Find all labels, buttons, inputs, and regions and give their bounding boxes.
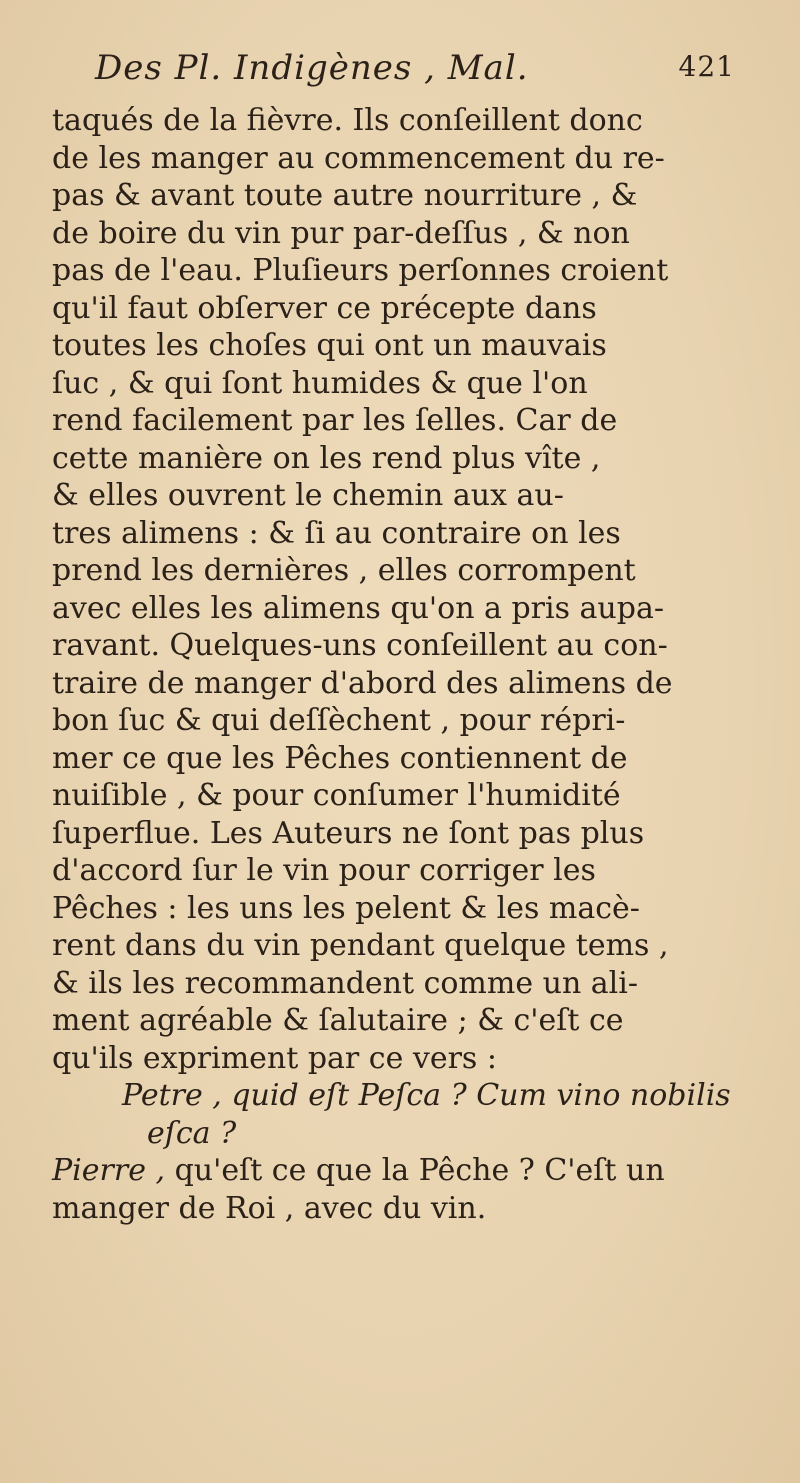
translation-line [52, 1152, 772, 1190]
text-line: Pêches : les uns les pelent & les macè- [52, 890, 640, 926]
translation-line: manger de Roi , avec du vin. [52, 1190, 487, 1226]
latin-verse-line: eſca ? [147, 1115, 237, 1151]
text-line: de boire du vin pur par-deſſus , & non [52, 215, 630, 251]
text-line: pas de l'eau. Pluſieurs perſonnes croient [52, 253, 669, 288]
text-line: toutes les choſes qui ont un mauvais [52, 328, 607, 363]
text-line: taqués de la fièvre. Ils conſeillent donc [52, 103, 643, 138]
running-title: Des Pl. Indigènes , Mal. [95, 48, 529, 88]
latin-verse-line: Petre , quid eſt Peſca ? Cum vino nobilis [122, 1078, 731, 1113]
text-line: & ils les recommandent comme un ali- [52, 965, 639, 1001]
text-line: de les manger au commencement du re- [52, 140, 665, 176]
translation-speaker: Pierre , [52, 1153, 166, 1188]
text-line: ravant. Quelques-uns conſeillent au con- [52, 628, 668, 663]
text-line: qu'ils expriment par ce vers : [52, 1040, 497, 1076]
text-line: avec elles les alimens qu'on a pris aupa- [52, 590, 664, 626]
page-number: 421 [678, 50, 735, 83]
text-line: d'accord ſur le vin pour corriger les [52, 853, 596, 888]
text-line: ſuc , & qui ſont humides & que l'on [52, 365, 588, 401]
text-line: bon ſuc & qui deſſèchent , pour répri- [52, 703, 626, 738]
text-line: ment agréable & ſalutaire ; & c'eſt ce [52, 1003, 624, 1038]
text-line: rent dans du vin pendant quelque tems , [52, 928, 669, 963]
text-line: ſuperflue. Les Auteurs ne ſont pas plus [52, 815, 645, 851]
text-line: rend facilement par les ſelles. Car de [52, 403, 618, 438]
translation-text: qu'eſt ce que la Pêche ? C'eſt un [165, 1153, 665, 1188]
running-header [95, 48, 735, 96]
body-text [52, 102, 772, 1227]
text-line: cette manière on les rend plus vîte , [52, 440, 601, 476]
text-line: traire de manger d'abord des alimens de [52, 665, 673, 701]
text-line: & elles ouvrent le chemin aux au- [52, 478, 564, 513]
text-line: pas & avant toute autre nourriture , & [52, 178, 638, 213]
text-line: mer ce que les Pêches contiennent de [52, 740, 628, 776]
text-line: nuiſible , & pour conſumer l'humidité [52, 778, 621, 813]
text-line: prend les dernières , elles corrompent [52, 553, 636, 588]
text-line: qu'il faut obſerver ce précepte dans [52, 290, 597, 326]
text-line: tres alimens : & ſi au contraire on les [52, 515, 621, 551]
